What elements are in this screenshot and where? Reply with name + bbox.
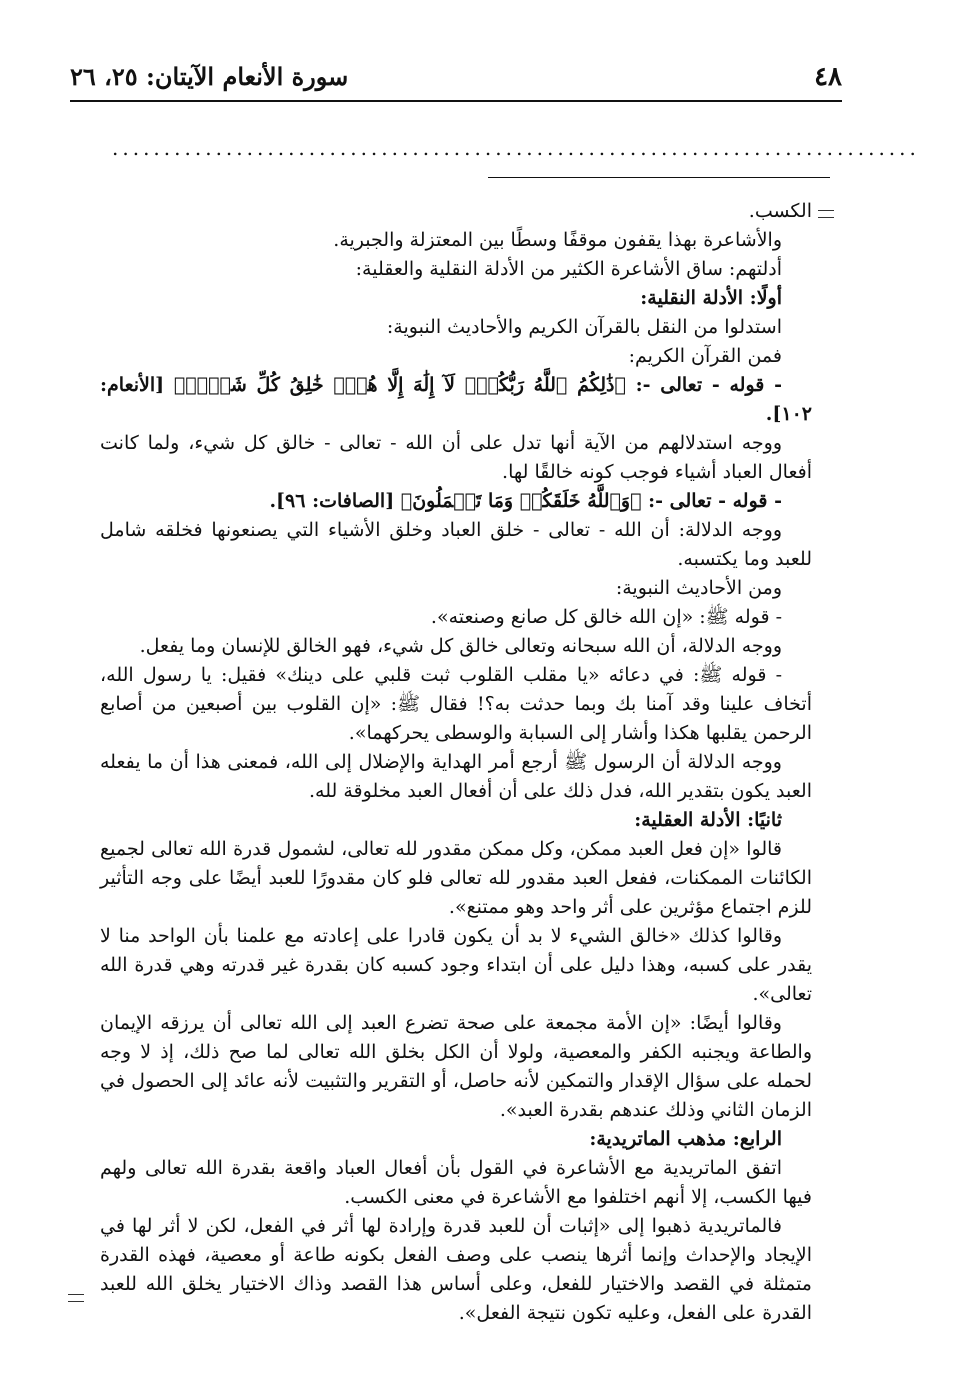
paragraph: أدلتهم: ساق الأشاعرة الكثير من الأدلة النقلية والعقلية: [355,258,782,280]
paragraph: ومن الأحاديث النبوية: [615,577,782,599]
quran-verse: - قوله - تعالى -: ﴿وَٱللَّهُ خَلَقَكُمۡ وَمَا تَعۡمَلُونَ﴾ [الصافات: ٩٦]. [269,490,782,512]
margin-mark-bottom [68,1294,84,1302]
paragraph: قالوا «إن فعل العبد ممكن، وكل ممكن مقدور لله تعالى، لشمول قدرة الله تعالى لجميع الكائنات الممكنات، ففعل العبد مقدور لله تعالى فلو كان مقدورًا للعبد أيضًا على وجه التأثير للزم اجتماع مؤثرين على أثر واحد وهو ممتنع». [100,838,812,918]
paragraph: ووجه الدلالة أن الرسول ﷺ أرجع أمر الهداية والإضلال إلى الله، فمعنى هذا أن ما يفعله العبد يكون بتقدير الله، فدل ذلك على أن أفعال العبد مخلوقة لله. [100,751,812,802]
paragraph: الكسب. [748,200,812,222]
paragraph: فمن القرآن الكريم: [628,345,782,367]
paragraph: ووجه الدلالة: أن الله - تعالى - خلق العباد وخلق الأشياء التي يصنعونها فخلقه شامل للعبد وما يكتسبه. [100,519,812,570]
running-title: سورة الأنعام الآيتان: ٢٥، ٢٦ [70,62,349,91]
paragraph: وقالوا كذلك «خالق الشيء لا بد أن يكون قادرا على إعادته مع علمنا بأن الواحد منا لا يقدر على كسبه، وهذا دليل على أن ابتداء وجود كسبه كان بقدرة غير قدرته وهي قدرة الله تعالى». [100,925,812,1005]
paragraph: والأشاعرة بهذا يقفون موقفًا وسطًا بين المعتزلة والجبرية. [333,229,782,251]
paragraph: اتفق الماتريدية مع الأشاعرة في القول بأن أفعال العباد واقعة بقدرة الله تعالى ولهم فيها الكسب، إلا أنهم اختلفوا مع الأشاعرة في معنى الكسب. [100,1157,812,1208]
section-rule [488,177,830,178]
margin-mark-top [818,210,834,218]
paragraph: ووجه الدلالة، أن الله سبحانه وتعالى خالق كل شيء، فهو الخالق للإنسان وما يفعل. [139,635,782,657]
paragraph: ووجه استدلالهم من الآية أنها تدل على أن الله - تعالى - خالق كل شيء، ولما كانت أفعال العباد أشياء فوجب كونه خالقًا لها. [100,432,812,483]
page-number: ٤٨ [814,62,842,92]
paragraph: فالماتريدية ذهبوا إلى «إثبات أن للعبد قدرة وإرادة لها أثر في الفعل، لكن لا أثر لها في الإيجاد والإحداث وإنما أثرها ينصب على وصف الفعل بكونه طاعة أو معصية، فهذه القدرة متمثلة في القصد والاختيار للفعل، وعلى أساس هذا القصد وذاك الاختيار يخلق الله للعبد القدرة على الفعل، وعليه تكون نتيجة الفعل». [100,1215,812,1324]
body-text [100,197,812,1328]
page-header [70,58,842,98]
paragraph: - قوله ﷺ: «إن الله خالق كل صانع وصنعته». [430,606,782,628]
paragraph: وقالوا أيضًا: «إن الأمة مجمعة على صحة تضرع العبد إلى الله تعالى أن يرزقه الإيمان والطاعة ويجنبه الكفر والمعصية، ولولا أن الكل بخلق الله تعالى لما صح ذلك، إذ لا وجه لحمله على سؤال الإقدار والتمكين لأنه حاصل، أو التقرير والتثبيت لأنه عائد إلى الحصول في الزمان الثاني وذلك عندهم بقدرة العبد». [100,1012,812,1121]
quran-verse: - قوله - تعالى -: ﴿ذَٰلِكُمُ ٱللَّهُ رَبُّكُمۡۖ لَآ إِلَٰهَ إِلَّا هُوَۖ خَٰلِقُ كُلِّ شَيۡءٖ﴾ [الأنعام: ١٠٢]. [100,374,812,425]
section-heading: أولًا: الأدلة النقلية: [640,287,782,309]
separator-dots: .............................................................................. [112,136,920,160]
header-rule [70,100,842,102]
section-heading: ثانيًا: الأدلة العقلية: [634,809,782,831]
paragraph: - قوله ﷺ: في دعائه «يا مقلب القلوب ثبت قلبي على دينك» فقيل: يا رسول الله، أتخاف علينا وقد آمنا بك وبما حدثت به؟! فقال ﷺ: «إن القلوب بين أصبعين من أصابع الرحمن يقلبها هكذا وأشار إلى السبابة والوسطى يحركهما». [100,664,812,744]
section-heading: الرابع: مذهب الماتريدية: [589,1128,782,1150]
paragraph: استدلوا من النقل بالقرآن الكريم والأحاديث النبوية: [386,316,782,338]
